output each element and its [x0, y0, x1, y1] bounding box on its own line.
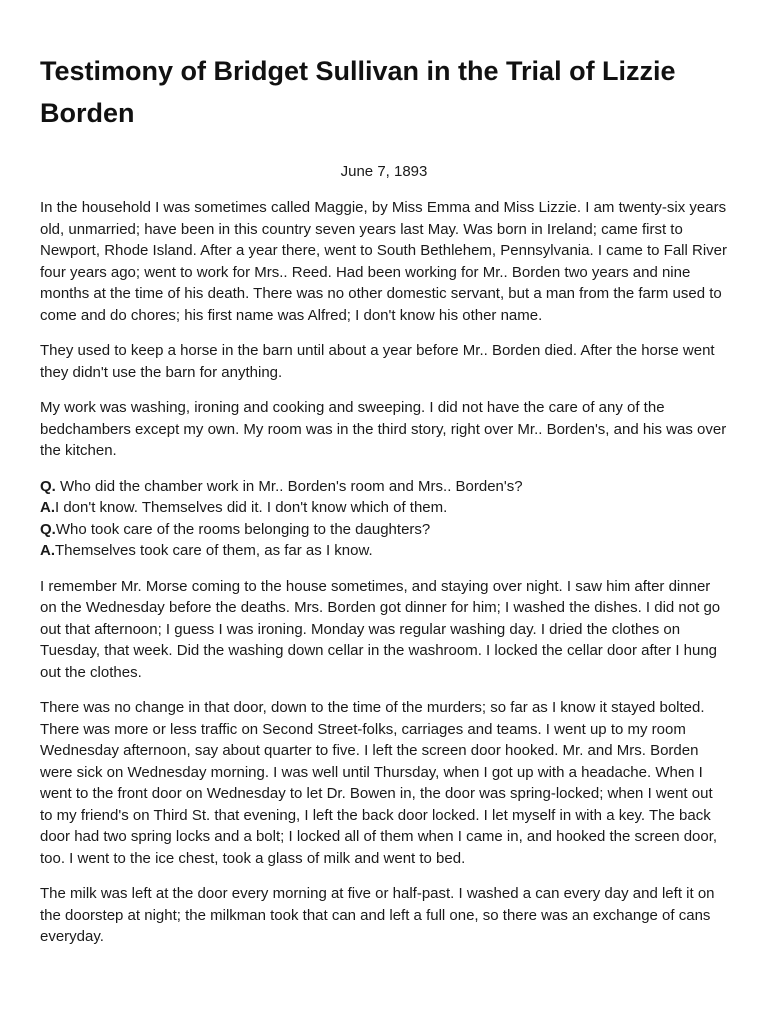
qa-text: I don't know. Themselves did it. I don't know which of them. — [55, 499, 448, 516]
qa-line — [40, 540, 728, 562]
testimony-paragraph: In the household I was sometimes called Maggie, by Miss Emma and Miss Lizzie. I am twenty-six years old, unmarried; have been in this country seven years last May. Was born in Ireland; came first to Newport, Rhode Island. After a year there, went to South Bethlehem, Pennsylvania. I came to Fall River four years ago; went to work for Mrs.. Reed. Had been working for Mr.. Borden two years and nine months at the time of his death. There was no other domestic servant, but a man from the farm used to come and do chores; his first name was Alfred; I don't know his other name. — [40, 199, 728, 324]
document-title: Testimony of Bridget Sullivan in the Trial of Lizzie Borden — [40, 56, 676, 128]
testimony-paragraph: The milk was left at the door every morning at five or half-past. I washed a can every day and left it on the doorstep at night; the milkman took that can and left a full one, so there was an exchange of cans everyday. — [40, 885, 715, 945]
question-answer-block — [40, 476, 728, 562]
qa-line — [40, 519, 728, 541]
testimony-paragraph: They used to keep a horse in the barn until about a year before Mr.. Borden died. After the horse went they didn't use the barn for anything. — [40, 342, 715, 381]
qa-line — [40, 497, 728, 519]
document-date: June 7, 1893 — [340, 163, 428, 180]
testimony-paragraph: I remember Mr. Morse coming to the house sometimes, and staying over night. I saw him after dinner on the Wednesday before the deaths. Mrs. Borden got dinner for him; I washed the dishes. I did not go out that afternoon; I guess I was ironing. Monday was regular washing day. I dried the clothes on Tuesday, that week. Did the washing down cellar in the washroom. I locked the cellar door after I hung out the clothes. — [40, 577, 721, 681]
qa-prefix: A. — [40, 542, 55, 559]
qa-prefix: A. — [40, 499, 55, 516]
qa-prefix: Q. — [40, 520, 56, 538]
qa-text: Who took care of the rooms belonging to the daughters? — [55, 520, 431, 538]
qa-line — [40, 476, 728, 498]
qa-prefix: Q. — [40, 477, 56, 495]
qa-text: Who did the chamber work in Mr.. Borden's room and Mrs.. Borden's? — [55, 477, 523, 495]
testimony-paragraph: My work was washing, ironing and cooking and sweeping. I did not have the care of any of the bedchambers except my own. My room was in the third story, right over Mr.. Borden's, and his was over the kitchen. — [40, 399, 727, 459]
testimony-paragraph: There was no change in that door, down to the time of the murders; so far as I know it stayed bolted. There was more or less traffic on Second Street-folks, carriages and teams. I went up to my room Wednesday afternoon, say about quarter to five. I left the screen door hooked. Mr. and Mrs. Borden were sick on Wednesday morning. I was well until Thursday, when I got up with a headache. When I went to the front door on Wednesday to let Dr. Bowen in, the door was spring-locked; when I went out to my friend's on Third St. that evening, I left the back door locked. I let myself in with a key. The back door had two spring locks and a bolt; I locked all of them when I came in, and hooked the screen door, too. I went to the ice chest, took a glass of milk and went to bed. — [40, 699, 718, 867]
qa-text: Themselves took care of them, as far as I know. — [55, 542, 373, 559]
